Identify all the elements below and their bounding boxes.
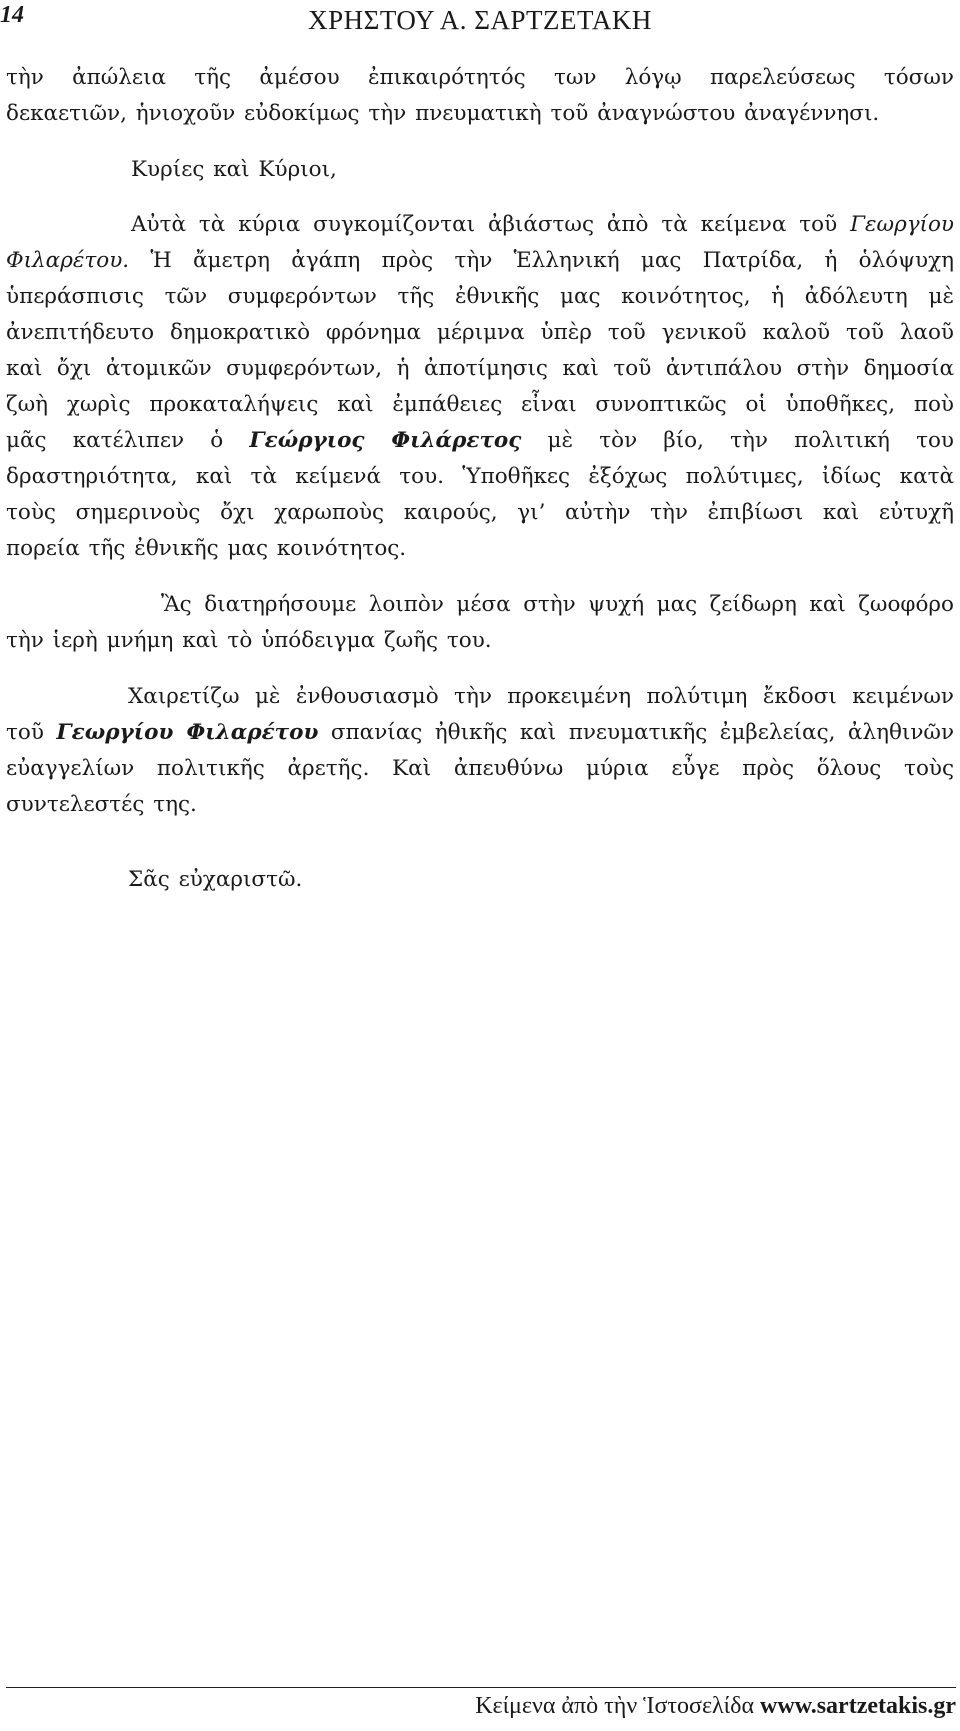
paragraph-2-end: [6, 531, 954, 567]
running-head: ΧΡΗΣΤΟΥ Α. ΣΑΡΤΖΕΤΑΚΗ: [308, 5, 652, 35]
paragraph-4: [6, 679, 954, 787]
salutation: [6, 152, 954, 188]
text-line: πορεία τῆς ἐθνικῆς μας κοινότητος.: [6, 536, 407, 561]
text-line: ζωὴ χωρὶς προκαταλήψεις καὶ ἐμπάθειες εἶναι συνοπτικῶς οἱ ὑποθῆκες, ποὺ: [6, 392, 954, 417]
paragraph-1-end: [6, 96, 954, 132]
text-line: εὐαγγελίων πολιτικῆς ἀρετῆς. Καὶ ἀπευθύνω μύρια εὖγε πρὸς ὅλους τοὺς: [6, 756, 954, 781]
text-line: δραστηριότητα, καὶ τὰ κείμενά του. Ὑποθῆκες ἐξόχως πολύτιμες, ἰδίως κατὰ: [6, 464, 954, 489]
author-name-italic: Γεωργίου: [850, 212, 954, 237]
text-line: [6, 207, 954, 243]
text-run: μᾶς κατέλιπεν ὁ: [6, 428, 224, 453]
text-line: Χαιρετίζω μὲ ἐνθουσιασμὸ τὴν προκειμένη πολύτιμη ἔκδοσι κειμένων: [128, 684, 954, 709]
paragraph-1: [6, 60, 954, 96]
closing-text: Σᾶς εὐχαριστῶ.: [128, 867, 303, 892]
text-line: συντελεστές της.: [6, 792, 197, 817]
text-line: [6, 243, 954, 279]
text-line: τοὺς σημερινοὺς ὄχι χαρωποὺς καιρούς, γι’ αὐτὴν τὴν ἐπιβίωσι καὶ εὐτυχῆ: [6, 500, 954, 525]
closing: [6, 862, 954, 898]
text-line: τὴν ἀπώλεια τῆς ἀμέσου ἐπικαιρότητός των λόγῳ παρελεύσεως τόσων: [6, 65, 954, 90]
text-line: ἀνεπιτήδευτο δημοκρατικὸ φρόνημα μέριμνα ὑπὲρ τοῦ γενικοῦ καλοῦ τοῦ λαοῦ: [6, 320, 954, 345]
paragraph-3: [6, 587, 954, 623]
text-run: Ἡ ἄμετρη ἀγάπη πρὸς τὴν Ἑλληνική μας Πατρίδα, ἡ ὁλόψυχη: [150, 248, 954, 273]
text-run: σπανίας ἠθικῆς καὶ πνευματικῆς ἐμβελείας, ἀληθινῶν: [330, 720, 955, 745]
text-run: μὲ τὸν βίο, τὴν πολιτική του: [547, 428, 954, 453]
author-name-italic: Φιλαρέτου.: [6, 248, 130, 273]
text-line: τὴν ἱερὴ μνήμη καὶ τὸ ὑπόδειγμα ζωῆς του.: [6, 628, 492, 653]
footer-url: www.sartzetakis.gr: [760, 1693, 956, 1719]
paragraph-4-end: [6, 787, 954, 823]
footer: [475, 1691, 956, 1721]
author-name-bold: Γεωργίου Φιλαρέτου: [56, 720, 319, 745]
text-run: τοῦ: [6, 720, 44, 745]
salutation-text: Κυρίες καὶ Κύριοι,: [131, 157, 337, 182]
text-line: [6, 715, 954, 751]
page-number: 14: [0, 2, 24, 28]
text-line: δεκαετιῶν, ἡνιοχοῦν εὐδοκίμως τὴν πνευματικὴ τοῦ ἀναγνώστου ἀναγέννησι.: [6, 101, 880, 126]
text-line: [6, 423, 954, 459]
author-name-bold: Γεώργιος Φιλάρετος: [249, 428, 522, 453]
text-line: ὑπεράσπισις τῶν συμφερόντων τῆς ἐθνικῆς μας κοινότητος, ἡ ἀδόλευτη μὲ: [6, 284, 954, 309]
text-run: Αὐτὰ τὰ κύρια συγκομίζονται ἀβιάστως ἀπὸ τὰ κείμενα τοῦ: [131, 212, 838, 237]
paragraph-2: [6, 207, 954, 531]
paragraph-3-end: [6, 623, 954, 659]
footer-label: Κείμενα ἀπὸ τὴν Ἱστοσελίδα: [475, 1693, 755, 1719]
text-line: καὶ ὄχι ἀτομικῶν συμφερόντων, ἡ ἀποτίμησις καὶ τοῦ ἀντιπάλου στὴν δημοσία: [6, 356, 954, 381]
footer-divider: [6, 1687, 956, 1688]
text-line: Ἂς διατηρήσουμε λοιπὸν μέσα στὴν ψυχή μας ζείδωρη καὶ ζωοφόρο: [161, 592, 954, 617]
